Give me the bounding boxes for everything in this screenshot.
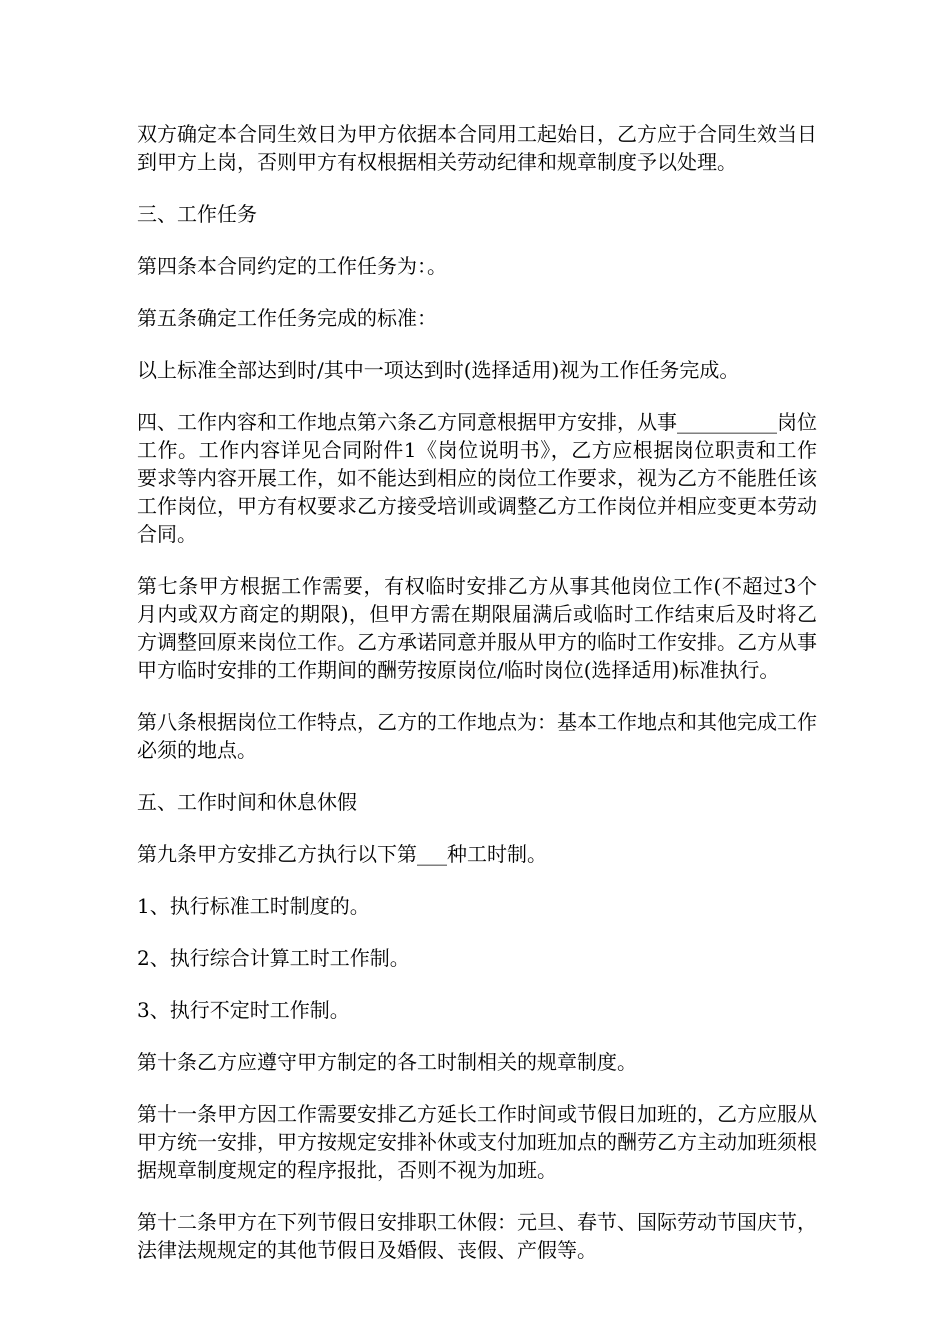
paragraph-article-6: 四、工作内容和工作地点第六条乙方同意根据甲方安排，从事__________岗位工作。工作内容详见合同附件1《岗位说明书》，乙方应根据岗位职责和工作要求等内容开展工作，如不能达到相应的岗位工作要求，视为乙方不能胜任该工作岗位，甲方有权要求乙方接受培训或调整乙方工作岗位并相应变更本劳动合同。 xyxy=(137,410,817,546)
list-item-flexible-hours: 3、执行不定时工作制。 xyxy=(137,998,350,1022)
section-heading-work-tasks: 三、工作任务 xyxy=(137,202,257,226)
list-item-comprehensive-hours: 2、执行综合计算工时工作制。 xyxy=(137,946,410,970)
paragraph-article-12: 第十二条甲方在下列节假日安排职工休假：元旦、春节、国际劳动节国庆节，法律法规规定的其他节假日及婚假、丧假、产假等。 xyxy=(137,1210,817,1262)
section-heading-working-hours: 五、工作时间和休息休假 xyxy=(137,790,357,814)
paragraph-effective-date: 双方确定本合同生效日为甲方依据本合同用工起始日，乙方应于合同生效当日到甲方上岗，否则甲方有权根据相关劳动纪律和规章制度予以处理。 xyxy=(137,122,817,174)
paragraph-article-4: 第四条本合同约定的工作任务为：。 xyxy=(137,254,447,278)
paragraph-article-8: 第八条根据岗位工作特点，乙方的工作地点为：基本工作地点和其他完成工作必须的地点。 xyxy=(137,710,817,762)
paragraph-task-completion: 以上标准全部达到时/其中一项达到时(选择适用)视为工作任务完成。 xyxy=(137,358,740,382)
paragraph-article-5: 第五条确定工作任务完成的标准： xyxy=(137,306,437,330)
document-body xyxy=(137,120,817,1288)
list-item-standard-hours: 1、执行标准工时制度的。 xyxy=(137,894,370,918)
paragraph-article-7: 第七条甲方根据工作需要，有权临时安排乙方从事其他岗位工作(不超过3个月内或双方商定的期限)，但甲方需在期限届满后或临时工作结束后及时将乙方调整回原来岗位工作。乙方承诺同意并服从甲方的临时工作安排。乙方从事甲方临时安排的工作期间的酬劳按原岗位/临时岗位(选择适用)标准执行。 xyxy=(137,574,817,682)
paragraph-article-11: 第十一条甲方因工作需要安排乙方延长工作时间或节假日加班的，乙方应服从甲方统一安排，甲方按规定安排补休或支付加班加点的酬劳乙方主动加班须根据规章制度规定的程序报批，否则不视为加班。 xyxy=(137,1102,817,1182)
paragraph-article-10: 第十条乙方应遵守甲方制定的各工时制相关的规章制度。 xyxy=(137,1050,637,1074)
paragraph-article-9: 第九条甲方安排乙方执行以下第___种工时制。 xyxy=(137,842,547,866)
